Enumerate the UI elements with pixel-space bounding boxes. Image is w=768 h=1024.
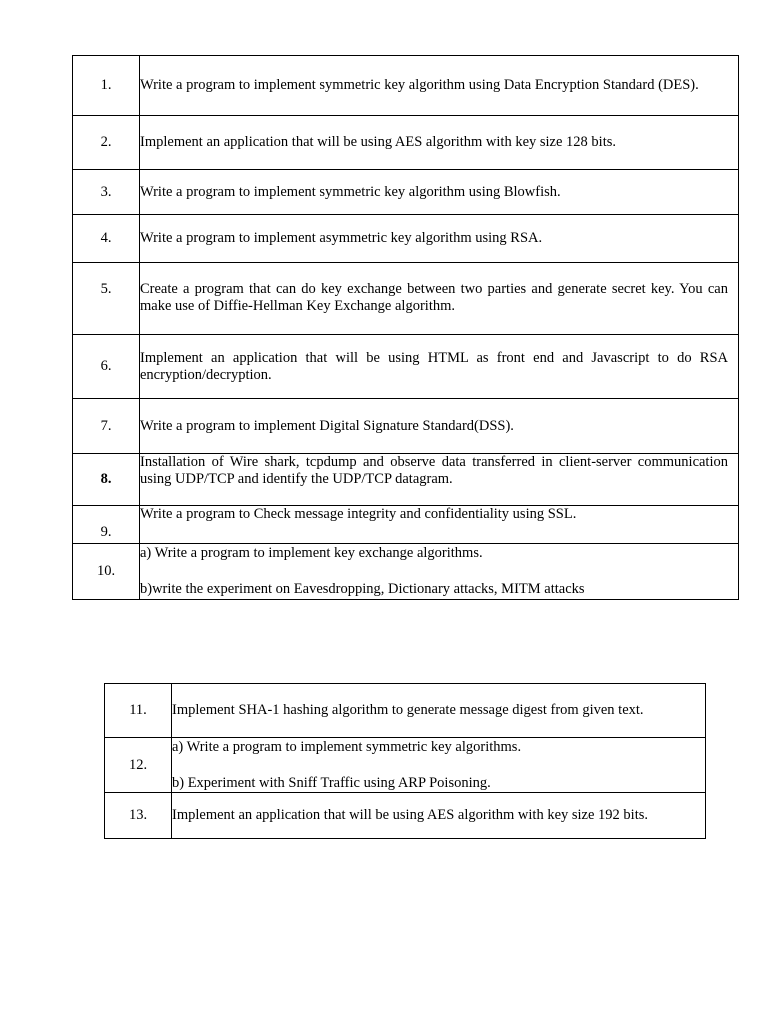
row-number: 11. bbox=[105, 684, 172, 738]
row-number: 1. bbox=[73, 56, 140, 116]
table-row bbox=[73, 263, 739, 335]
table-row bbox=[73, 544, 739, 600]
experiment-part-b: b) Experiment with Sniff Traffic using ARP Poisoning. bbox=[172, 775, 491, 791]
experiment-text: Write a program to implement asymmetric key algorithm using RSA. bbox=[140, 215, 739, 263]
experiment-text: Write a program to implement symmetric key algorithm using Data Encryption Standard (DES). bbox=[140, 56, 739, 116]
row-number: 2. bbox=[73, 116, 140, 170]
table-row bbox=[105, 793, 706, 839]
row-number: 12. bbox=[105, 738, 172, 793]
row-number: 4. bbox=[73, 215, 140, 263]
experiment-text: Implement SHA-1 hashing algorithm to generate message digest from given text. bbox=[172, 684, 706, 738]
row-number: 13. bbox=[105, 793, 172, 839]
experiment-text: Create a program that can do key exchange between two parties and generate secret key. You can make use of Diffie-Hellman Key Exchange algorithm. bbox=[140, 263, 739, 335]
table-row bbox=[73, 116, 739, 170]
experiment-text: Implement an application that will be using AES algorithm with key size 192 bits. bbox=[172, 793, 706, 839]
row-number: 6. bbox=[73, 335, 140, 399]
experiment-text: Implement an application that will be using HTML as front end and Javascript to do RSA encryption/decryption. bbox=[140, 335, 739, 399]
table-row bbox=[73, 335, 739, 399]
table-row bbox=[73, 506, 739, 544]
experiment-text: Write a program to Check message integrity and confidentiality using SSL. bbox=[140, 506, 739, 544]
experiment-text: Write a program to implement Digital Signature Standard(DSS). bbox=[140, 399, 739, 454]
experiment-part-b: b)write the experiment on Eavesdropping, Dictionary attacks, MITM attacks bbox=[140, 581, 585, 597]
experiment-text: Installation of Wire shark, tcpdump and observe data transferred in client-server communication using UDP/TCP and identify the UDP/TCP datagram. bbox=[140, 454, 739, 506]
table-row bbox=[73, 454, 739, 506]
row-number: 8. bbox=[73, 454, 140, 506]
experiment-part-a: a) Write a program to implement key exchange algorithms. bbox=[140, 545, 483, 561]
row-number: 9. bbox=[73, 506, 140, 544]
table-row bbox=[73, 399, 739, 454]
row-number: 7. bbox=[73, 399, 140, 454]
table-row bbox=[105, 684, 706, 738]
experiments-table-1 bbox=[72, 55, 739, 600]
experiment-text bbox=[140, 544, 739, 600]
row-number: 5. bbox=[73, 263, 140, 335]
table-row bbox=[73, 170, 739, 215]
row-number: 3. bbox=[73, 170, 140, 215]
table-row bbox=[105, 738, 706, 793]
experiment-text: Write a program to implement symmetric key algorithm using Blowfish. bbox=[140, 170, 739, 215]
table-row bbox=[73, 56, 739, 116]
experiment-text bbox=[172, 738, 706, 793]
experiment-text: Implement an application that will be using AES algorithm with key size 128 bits. bbox=[140, 116, 739, 170]
experiments-table-2 bbox=[104, 683, 706, 839]
table-row bbox=[73, 215, 739, 263]
row-number: 10. bbox=[73, 544, 140, 600]
experiment-part-a: a) Write a program to implement symmetric key algorithms. bbox=[172, 739, 522, 755]
